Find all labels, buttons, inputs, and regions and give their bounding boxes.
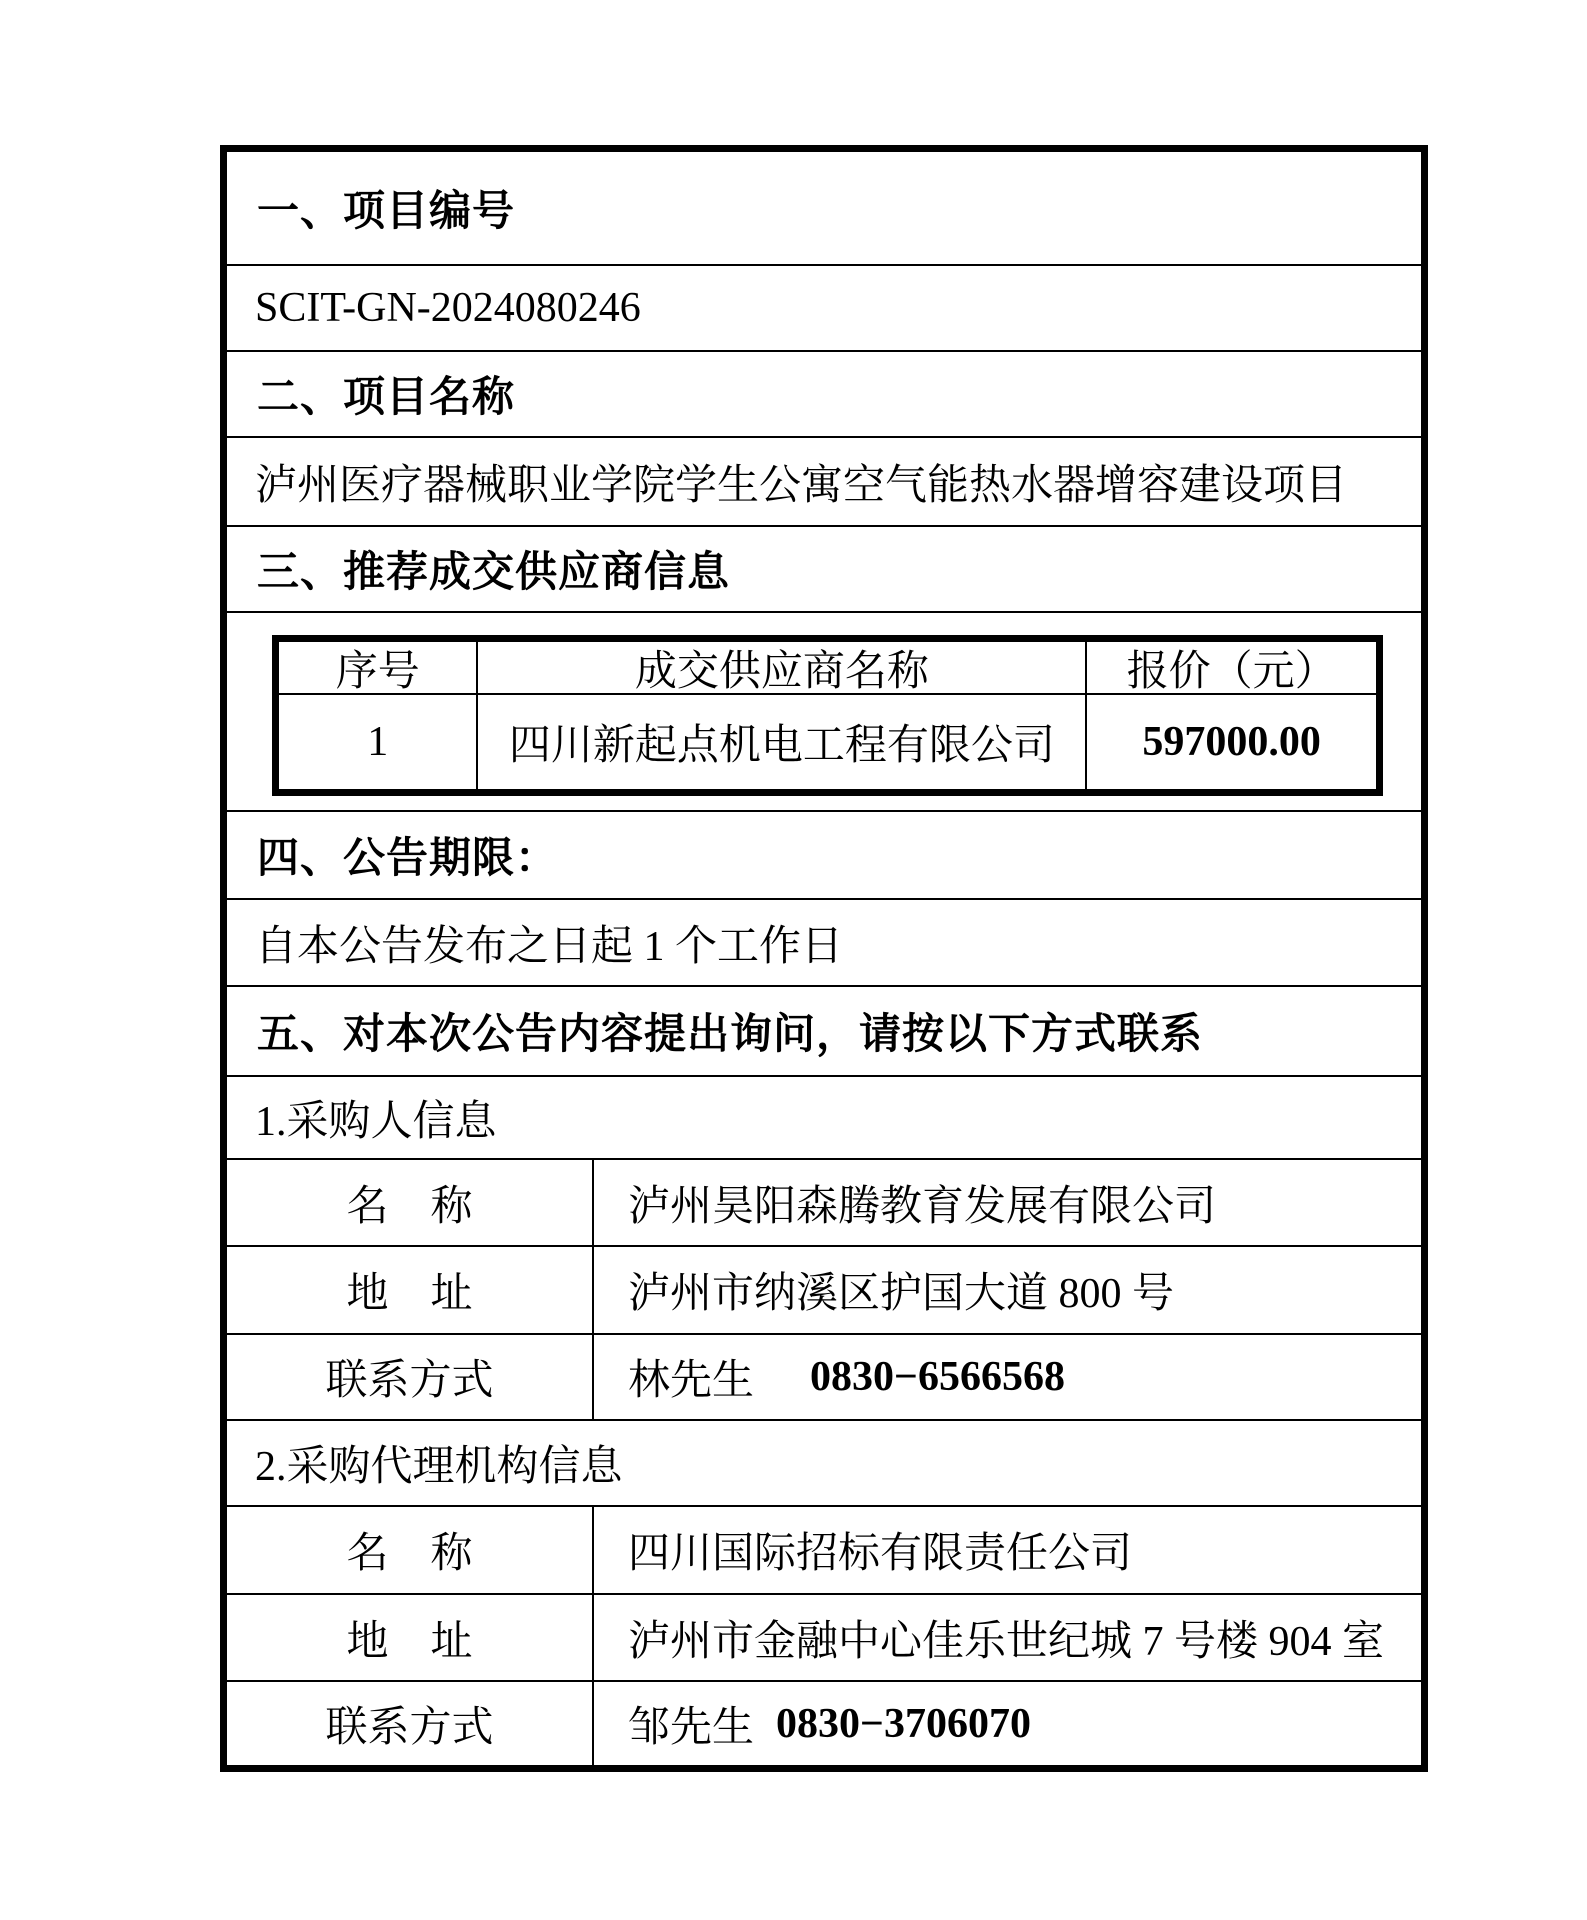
- supplier-serial-number: 1: [367, 719, 389, 765]
- purchaser-contact-person: 林先生: [628, 1358, 755, 1404]
- agency-contact-row: [227, 1680, 1421, 1765]
- purchaser-address-label: 地 址: [227, 1247, 594, 1333]
- purchaser-address-row: [227, 1245, 1421, 1333]
- purchaser-address-value: 泸州市纳溪区护国大道 800 号: [628, 1271, 1175, 1317]
- agency-contact-person: 邹先生: [628, 1704, 755, 1751]
- project-name: 泸州医疗器械职业学院学生公寓空气能热水器增容建设项目: [227, 436, 1421, 525]
- section1-heading: 一、项目编号: [257, 187, 516, 234]
- header-supplier-name: 成交供应商名称: [476, 642, 1085, 693]
- announcement-table: [220, 145, 1428, 1772]
- section4-heading: 四、公告期限：: [227, 810, 1421, 898]
- supplier-table-data-row: [279, 695, 1376, 789]
- purchaser-contact-value: [594, 1347, 1421, 1407]
- agency-address-value: 泸州市金融中心佳乐世纪城 7 号楼 904 室: [628, 1618, 1385, 1665]
- agency-address-row: [227, 1593, 1421, 1680]
- agency-contact-phone: 0830−3706070: [776, 1700, 1031, 1747]
- purchaser-contact-phone: 0830−6566568: [810, 1354, 1065, 1400]
- purchaser-contact-label: 联系方式: [227, 1335, 594, 1419]
- section2-heading: 二、项目名称: [227, 350, 1421, 436]
- agency-contact-value: [594, 1694, 1421, 1754]
- section5-heading: 五、对本次公告内容提出询问，请按以下方式联系: [227, 985, 1421, 1075]
- header-serial-number: 序号: [335, 648, 420, 695]
- agency-section-title: 2.采购代理机构信息: [227, 1419, 1421, 1505]
- announcement-period: 自本公告发布之日起 1 个工作日: [227, 898, 1421, 985]
- purchaser-section-title: 1.采购人信息: [227, 1075, 1421, 1158]
- purchaser-name-value: 泸州昊阳森腾教育发展有限公司: [628, 1183, 1217, 1230]
- project-number: SCIT-GN-2024080246: [227, 264, 1421, 350]
- supplier-table-row: [227, 611, 1421, 810]
- purchaser-name-row: [227, 1158, 1421, 1245]
- supplier-table: [272, 635, 1383, 796]
- agency-address-label: 地 址: [227, 1595, 594, 1680]
- supplier-table-header: [279, 642, 1376, 695]
- supplier-name: 四川新起点机电工程有限公司: [476, 695, 1085, 789]
- purchaser-contact-row: [227, 1333, 1421, 1419]
- supplier-quote-price: 597000.00: [1085, 695, 1376, 789]
- header-quote-price: 报价（元）: [1085, 642, 1376, 693]
- agency-name-label: 名 称: [227, 1507, 594, 1593]
- agency-name-value: 四川国际招标有限责任公司: [628, 1531, 1133, 1577]
- agency-name-row: [227, 1505, 1421, 1593]
- agency-contact-label: 联系方式: [227, 1682, 594, 1765]
- purchaser-name-label: 名 称: [227, 1160, 594, 1245]
- section3-heading: 三、推荐成交供应商信息: [227, 525, 1421, 611]
